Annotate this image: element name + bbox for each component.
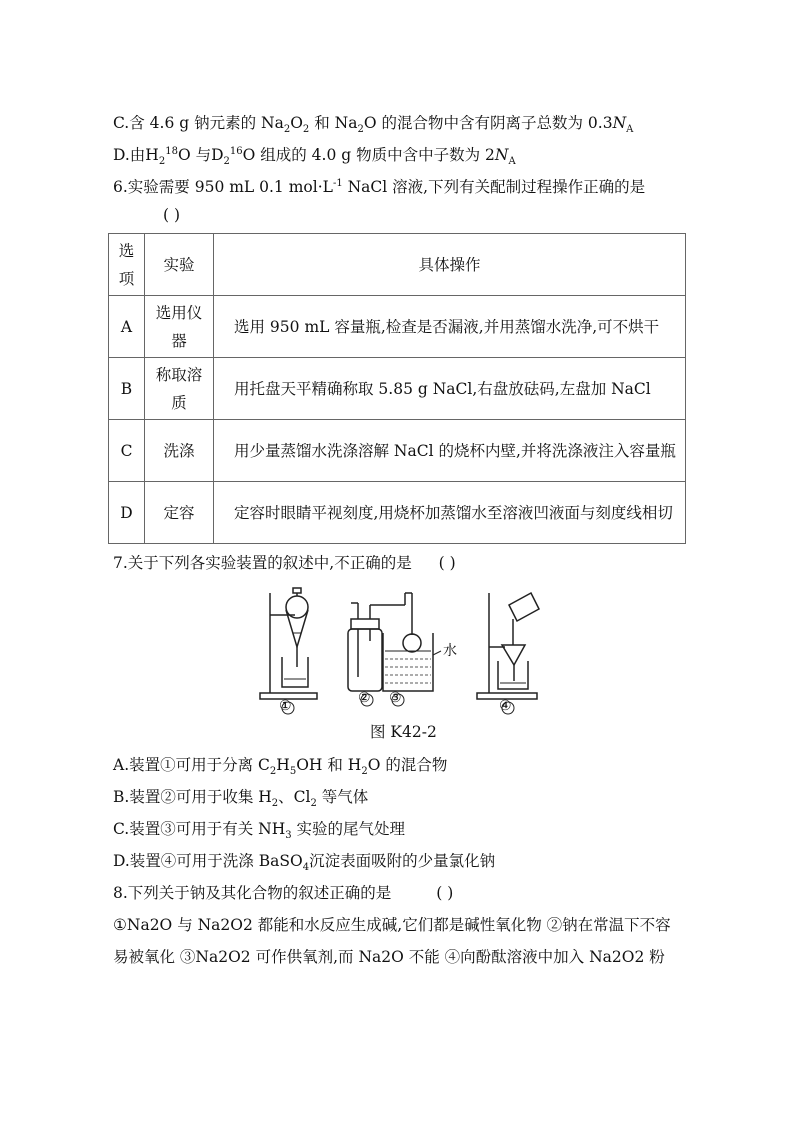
row-operation: 用托盘天平精确称取 5.85 g NaCl,右盘放砝码,左盘加 NaCl xyxy=(214,358,686,420)
q5-d-na-sub: A xyxy=(508,156,516,168)
q7-option-d xyxy=(113,850,495,872)
figure-caption: 图 K42-2 xyxy=(370,723,437,741)
table-row xyxy=(109,296,686,358)
q5-c-text-4: O 的混合物中含有阴离子总数为 0.3 xyxy=(363,114,613,132)
q7-a-sub-2: 5 xyxy=(289,766,297,778)
q5-option-c xyxy=(113,112,633,134)
row-operation: 用少量蒸馏水洗涤溶解 NaCl 的烧杯内壁,并将洗涤液注入容量瓶 xyxy=(214,420,686,482)
q7-option-a xyxy=(113,754,447,776)
header-option: 选 项 xyxy=(109,234,145,296)
q5-c-text-2: O xyxy=(290,114,303,132)
row-experiment: 定容 xyxy=(145,482,214,544)
q5-d-sup-18: 18 xyxy=(165,145,178,157)
q7-b-text-2: 、Cl xyxy=(278,788,311,806)
q6-stem-text: 6.实验需要 950 mL 0.1 mol·L xyxy=(113,178,333,196)
q7-b-sub-1: 2 xyxy=(271,798,279,810)
q5-d-text-1: D.由H xyxy=(113,146,159,164)
q7-a-text-3: OH 和 H xyxy=(296,756,362,774)
gas-bottle-2 xyxy=(348,629,382,691)
q8-statements-line-2: 易被氧化 ③Na2O2 可作供氧剂,而 Na2O 不能 ④向酚酞溶液中加入 Na2O2 粉 xyxy=(113,948,665,966)
water-label: 水 xyxy=(443,643,457,659)
q5-d-na: N xyxy=(494,146,509,164)
q5-c-text-1: C.含 4.6 g 钠元素的 Na xyxy=(113,114,284,132)
q8-answer-paren: ( ) xyxy=(436,884,454,902)
row-operation: 定容时眼睛平视刻度,用烧杯加蒸馏水至溶液凹液面与刻度线相切 xyxy=(214,482,686,544)
q7-b-text-1: B.装置②可用于收集 H xyxy=(113,788,272,806)
row-experiment: 选用仪 器 xyxy=(145,296,214,358)
filter-funnel-4 xyxy=(502,645,525,665)
q5-d-text-3: O 组成的 4.0 g 物质中含中子数为 2 xyxy=(242,146,495,164)
figure-label-4: ④ xyxy=(499,698,512,714)
q7-option-c xyxy=(113,818,405,840)
row-option: B xyxy=(109,358,145,420)
q7-option-b xyxy=(113,786,368,808)
q5-option-d xyxy=(113,144,516,166)
row-option: A xyxy=(109,296,145,358)
funnel-bulb-1 xyxy=(286,596,308,618)
inverted-bulb-3 xyxy=(403,634,421,652)
q5-c-sub-3: 2 xyxy=(357,124,364,136)
q5-d-text-2: O 与D xyxy=(177,146,224,164)
q5-c-sub-2: 2 xyxy=(302,124,310,136)
q7-a-sub-1: 2 xyxy=(269,766,277,778)
table-row xyxy=(109,482,686,544)
table-header-row xyxy=(109,234,686,296)
table-row xyxy=(109,358,686,420)
q8-stem-text: 8.下列关于钠及其化合物的叙述正确的是 xyxy=(113,884,392,902)
q6-options-table xyxy=(108,233,686,544)
q5-c-na-sub: A xyxy=(626,124,634,136)
table-row xyxy=(109,420,686,482)
apparatus-figure xyxy=(255,585,545,715)
header-experiment: 实验 xyxy=(145,234,214,296)
figure-label-2: ② xyxy=(358,690,371,706)
figure-label-1: ① xyxy=(279,698,292,714)
q5-d-sub-1: 2 xyxy=(158,156,166,168)
q5-d-sub-2: 2 xyxy=(223,156,230,168)
q5-c-sub-1: 2 xyxy=(283,124,291,136)
q5-c-na: N xyxy=(612,114,627,132)
row-operation: 选用 950 mL 容量瓶,检查是否漏液,并用蒸馏水洗净,可不烘干 xyxy=(214,296,686,358)
beaker-4 xyxy=(498,661,528,689)
q5-d-sup-16: 16 xyxy=(229,145,243,157)
header-operation: 具体操作 xyxy=(214,234,686,296)
q7-b-sub-2: 2 xyxy=(310,798,317,810)
q6-answer-paren: ( ) xyxy=(163,206,181,224)
q7-d-sub-1: 4 xyxy=(302,862,310,874)
row-option: D xyxy=(109,482,145,544)
q7-c-text-2: 实验的尾气处理 xyxy=(291,820,406,838)
q6-stem-rest: NaCl 溶液,下列有关配制过程操作正确的是 xyxy=(342,178,646,196)
pouring-beaker-4 xyxy=(509,593,539,621)
row-experiment: 洗涤 xyxy=(145,420,214,482)
q6-stem-sup: -1 xyxy=(332,177,343,189)
q7-a-text-1: A.装置①可用于分离 C xyxy=(113,756,270,774)
q7-answer-paren: ( ) xyxy=(438,554,456,572)
q7-c-sub-1: 3 xyxy=(285,830,292,842)
beaker-3 xyxy=(383,633,433,691)
q7-a-text-4: O 的混合物 xyxy=(367,756,448,774)
q7-a-sub-3: 2 xyxy=(361,766,368,778)
q7-b-text-3: 等气体 xyxy=(316,788,369,806)
row-option: C xyxy=(109,420,145,482)
q6-stem xyxy=(113,176,645,198)
q5-c-text-3: 和 Na xyxy=(309,114,358,132)
q7-d-text-2: 沉淀表面吸附的少量氯化钠 xyxy=(309,852,496,870)
figure-label-3: ③ xyxy=(389,690,402,706)
q7-c-text-1: C.装置③可用于有关 NH xyxy=(113,820,286,838)
beaker-1 xyxy=(282,657,308,687)
q7-stem-text: 7.关于下列各实验装置的叙述中,不正确的是 xyxy=(113,554,412,572)
q8-stem xyxy=(113,882,453,904)
q7-stem xyxy=(113,552,456,574)
q7-d-text-1: D.装置④可用于洗涤 BaSO xyxy=(113,852,303,870)
row-experiment: 称取溶 质 xyxy=(145,358,214,420)
q7-a-text-2: H xyxy=(276,756,290,774)
q8-statements-line-1: ①Na2O 与 Na2O2 都能和水反应生成碱,它们都是碱性氧化物 ②钠在常温下不容 xyxy=(113,916,671,934)
